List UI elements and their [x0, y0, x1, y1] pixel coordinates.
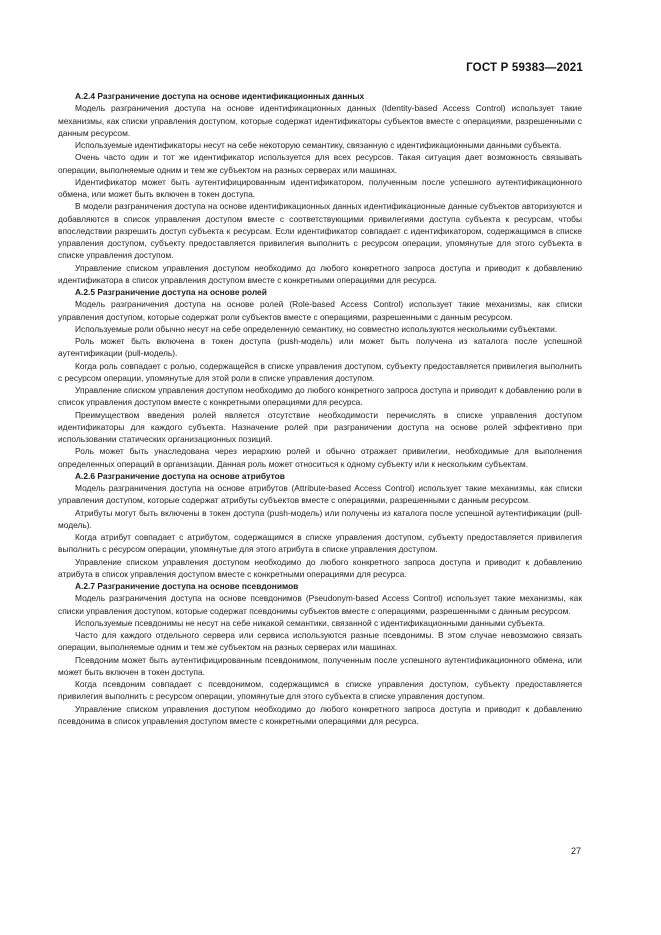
paragraph: Когда атрибут совпадает с атрибутом, содержащимся в списке управления доступом, субъекту предоставляется привилегия выполнить с ресурсом операции, упомянутые для этого атрибута в списке управления доступом. — [58, 532, 582, 555]
paragraph: Когда роль совпадает с ролью, содержащейся в списке управления доступом, субъекту предоставляется привилегия выполнить с ресурсом операции, упомянутые для этой роли в списке управления доступом. — [58, 360, 582, 383]
page-number: 27 — [570, 846, 581, 856]
paragraph: Роль может быть включена в токен доступа (push-модель) или может быть получена из каталога после успешной аутентификации (pull-модель). — [58, 336, 582, 359]
paragraph: Идентификатор может быть аутентифицированным идентификатором, полученным после успешного аутентификационного обмена, или может быть включен в токен доступа. — [58, 176, 582, 199]
section-heading: A.2.7 Разграничение доступа на основе псевдонимов — [75, 581, 299, 591]
paragraph: Очень часто один и тот же идентификатор используется для всех ресурсов. Такая ситуация дает возможность связывать операции, выполняемые одним и тем же субъектом на разных серверах или машинах. — [58, 152, 582, 175]
paragraph: Роль может быть унаследована через иерархию ролей и обычно отражает привилегии, необходимые для выполнения определенных операций в организации. Данная роль может относиться к одному субъекту или к нескольким субъектам. — [58, 446, 582, 469]
paragraph: Управление списком управления доступом необходимо до любого конкретного запроса доступа и приводит к добавлению атрибута в список управления доступом вместе с конкретными операциями для ресурса. — [58, 556, 582, 579]
paragraph: Управление списком управления доступом необходимо до любого конкретного запроса доступа и приводит к добавлению роли в список управления доступом вместе с конкретными операциями для ресурса. — [58, 385, 582, 408]
section-heading: A.2.5 Разграничение доступа на основе ролей — [75, 287, 267, 297]
section-heading: A.2.6 Разграничение доступа на основе атрибутов — [75, 470, 285, 481]
paragraph: Управление списком управления доступом необходимо до любого конкретного запроса доступа и приводит к добавлению идентификатора в список управления доступом вместе с конкретными операциями для ресурса. — [58, 262, 582, 285]
paragraph: Когда псевдоним совпадает с псевдонимом, содержащимся в списке управления доступом, субъекту предоставляется привилегия выполнить с ресурсом операции, упомянутые для этого субъекта в списке управления доступом. — [58, 679, 582, 702]
paragraph: Модель разграничения доступа на основе псевдонимов (Pseudonym-based Access Control) использует такие механизмы, как списки управления доступом, которые содержат псевдонимы субъектов вместе с операциями, разрешенными с данным ресурсом. — [58, 593, 582, 616]
standard-designation: ГОСТ Р 59383—2021 — [466, 62, 583, 74]
paragraph: Модель разграничения доступа на основе ролей (Role-based Access Control) использует такие механизмы, как списки управления доступом, которые содержат роли субъектов вместе с операциями, разрешенными с данным ресурсом. — [58, 299, 582, 322]
section-heading: A.2.4 Разграничение доступа на основе идентификационных данных — [75, 91, 365, 101]
paragraph: Псевдоним может быть аутентифицированным псевдонимом, полученным после успешного аутентификационного обмена, или может быть включен в токен доступа. — [58, 654, 582, 677]
paragraph: В модели разграничения доступа на основе идентификационных данных идентификационные данные субъектов авторизуются и добавляются в список управления доступом вместе с соответствующими привилегиями доступа субъекта к ресурсам, чтобы впоследствии разрешить доступ субъекта к ресурсам. Если идентификатор совпадает с идентификатором, содержащимся в списке управления доступом, субъекту предоставляется привилегия выполнить с ресурсом операции, упомянутые для этого субъекта в списке управления доступом. — [58, 201, 582, 261]
paragraph: Управление списком управления доступом необходимо до любого конкретного запроса доступа и приводит к добавлению псевдонима в список управления доступом вместе с конкретными операциями для ресурса. — [58, 703, 582, 726]
paragraph: Модель разграничения доступа на основе идентификационных данных (Identity-based Access Control) использует такие механизмы, как списки управления доступом, которые содержат идентификаторы субъектов вместе с операциями, разрешенными с данным ресурсом. — [58, 103, 582, 138]
paragraph: Используемые псевдонимы не несут на себе никакой семантики, связанной с идентификационными данными субъекта. — [75, 617, 546, 628]
paragraph: Используемые роли обычно несут на себе определенную семантику, но совместно используются несколькими субъектами. — [75, 323, 558, 334]
paragraph: Преимуществом введения ролей является отсутствие необходимости перечислять в списке управления доступом идентификаторы для каждого субъекта. Назначение ролей при разграничении доступа на основе ролей эффективно при использовании статических организационных позиций. — [58, 409, 582, 444]
paragraph: Атрибуты могут быть включены в токен доступа (push-модель) или получены из каталога после успешной аутентификации (pull-модель). — [58, 507, 582, 530]
paragraph: Используемые идентификаторы несут на себе некоторую семантику, связанную с идентификационными данными субъекта. — [75, 140, 562, 150]
paragraph: Часто для каждого отдельного сервера или сервиса используются разные псевдонимы. В этом случае невозможно связать операции, выполняемые одним и тем же субъектом на разных серверах или машинах. — [58, 630, 582, 653]
document-body — [58, 90, 582, 727]
paragraph: Модель разграничения доступа на основе атрибутов (Attribute-based Access Control) использует такие механизмы, как списки управления доступом, которые содержат атрибуты субъектов вместе с операциями, разрешенными с данным ресурсом. — [58, 483, 582, 506]
